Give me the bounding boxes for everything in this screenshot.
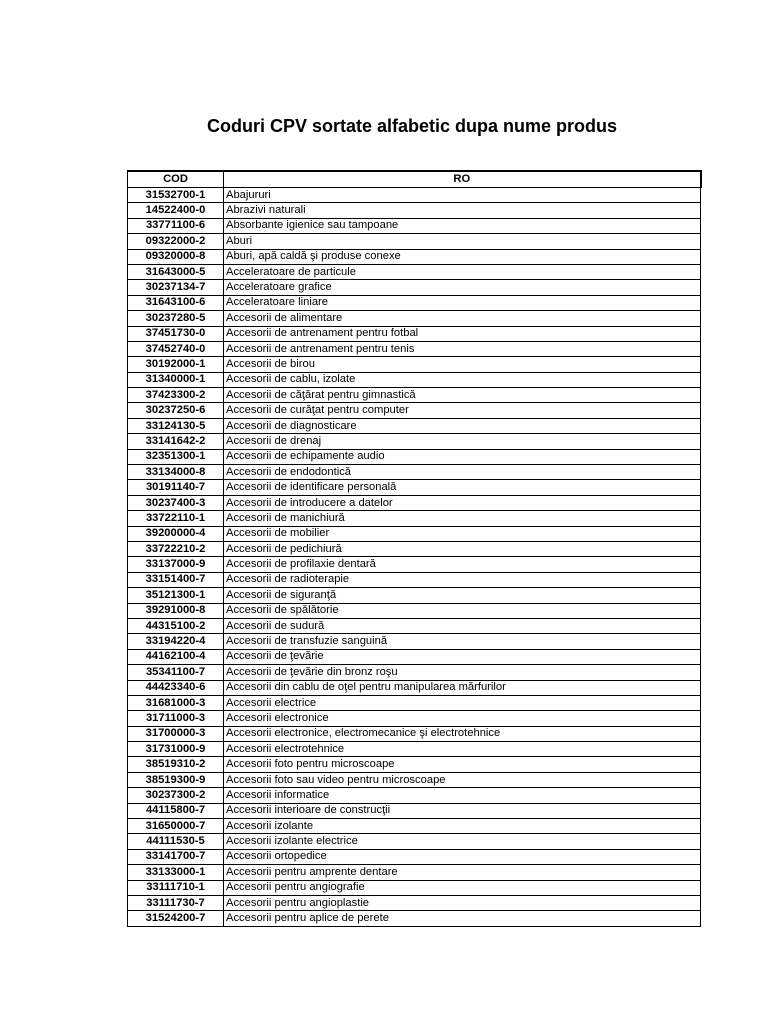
table-row: [128, 449, 701, 464]
cpv-code-cell: 31524200-7: [128, 911, 224, 926]
product-name-cell: Aburi: [224, 234, 701, 249]
table-row: [128, 357, 701, 372]
cpv-code-cell: 39291000-8: [128, 603, 224, 618]
product-name-cell: Accesorii de echipamente audio: [224, 449, 701, 464]
cpv-code-cell: 35341100-7: [128, 665, 224, 680]
table-row: [128, 341, 701, 356]
product-name-cell: Accesorii electronice, electromecanice şi electrotehnice: [224, 726, 701, 741]
product-name-cell: Accesorii pentru angiografie: [224, 880, 701, 895]
cpv-code-cell: 31532700-1: [128, 188, 224, 203]
cpv-code-cell: 31711000-3: [128, 711, 224, 726]
table-row: [128, 772, 701, 787]
table-row: [128, 480, 701, 495]
table-row: [128, 372, 701, 387]
product-name-cell: Accesorii de ţevărie: [224, 649, 701, 664]
product-name-cell: Accesorii de radioterapie: [224, 572, 701, 587]
cpv-code-cell: 33141700-7: [128, 849, 224, 864]
cpv-code-cell: 44115800-7: [128, 803, 224, 818]
table-row: [128, 680, 701, 695]
product-name-cell: Accesorii pentru amprente dentare: [224, 865, 701, 880]
table-row: [128, 280, 701, 295]
table-row: [128, 249, 701, 264]
table-row: [128, 541, 701, 556]
product-name-cell: Accesorii electrotehnice: [224, 742, 701, 757]
cpv-code-cell: 33133000-1: [128, 865, 224, 880]
cpv-code-cell: 44111530-5: [128, 834, 224, 849]
cpv-code-cell: 31681000-3: [128, 695, 224, 710]
table-row: [128, 618, 701, 633]
cpv-code-cell: 31643100-6: [128, 295, 224, 310]
product-name-cell: Accesorii de sudură: [224, 618, 701, 633]
product-name-cell: Accesorii pentru aplice de perete: [224, 911, 701, 926]
cpv-code-cell: 33194220-4: [128, 634, 224, 649]
product-name-cell: Accesorii interioare de construcţii: [224, 803, 701, 818]
table-row: [128, 572, 701, 587]
cpv-code-cell: 30237300-2: [128, 788, 224, 803]
table-row: [128, 634, 701, 649]
cpv-code-cell: 44315100-2: [128, 618, 224, 633]
table-row: [128, 326, 701, 341]
product-name-cell: Accesorii izolante electrice: [224, 834, 701, 849]
table-row: [128, 757, 701, 772]
table-row: [128, 234, 701, 249]
table-row: [128, 834, 701, 849]
cpv-code-cell: 30192000-1: [128, 357, 224, 372]
table-row: [128, 665, 701, 680]
product-name-cell: Absorbante igienice sau tampoane: [224, 218, 701, 233]
table-row: [128, 849, 701, 864]
table-row: [128, 557, 701, 572]
product-name-cell: Acceleratoare grafice: [224, 280, 701, 295]
product-name-cell: Accesorii informatice: [224, 788, 701, 803]
product-name-cell: Accesorii de introducere a datelor: [224, 495, 701, 510]
cpv-code-cell: 30237250-6: [128, 403, 224, 418]
product-name-cell: Accesorii foto pentru microscoape: [224, 757, 701, 772]
table-row: [128, 695, 701, 710]
product-name-cell: Accesorii de siguranţă: [224, 588, 701, 603]
table-body: [128, 188, 701, 927]
product-name-cell: Accesorii de identificare personală: [224, 480, 701, 495]
cpv-table: [127, 170, 702, 927]
table-row: [128, 465, 701, 480]
table-row: [128, 218, 701, 233]
cpv-code-cell: 09322000-2: [128, 234, 224, 249]
table-row: [128, 188, 701, 203]
table-header-row: [128, 171, 701, 188]
product-name-cell: Accesorii din cablu de oţel pentru manipularea mărfurilor: [224, 680, 701, 695]
table-row: [128, 711, 701, 726]
product-name-cell: Accesorii de diagnosticare: [224, 418, 701, 433]
product-name-cell: Accesorii de ţevărie din bronz roşu: [224, 665, 701, 680]
table-row: [128, 403, 701, 418]
table-row: [128, 803, 701, 818]
product-name-cell: Accesorii de endodontică: [224, 465, 701, 480]
table-row: [128, 865, 701, 880]
product-name-cell: Abrazivi naturali: [224, 203, 701, 218]
cpv-code-cell: 33722110-1: [128, 511, 224, 526]
cpv-code-cell: 38519310-2: [128, 757, 224, 772]
cpv-code-cell: 30237134-7: [128, 280, 224, 295]
product-name-cell: Accesorii de spălătorie: [224, 603, 701, 618]
table-row: [128, 742, 701, 757]
cpv-code-cell: 31700000-3: [128, 726, 224, 741]
cpv-code-cell: 33124130-5: [128, 418, 224, 433]
cpv-code-cell: 35121300-1: [128, 588, 224, 603]
table-row: [128, 726, 701, 741]
cpv-code-cell: 44423340-6: [128, 680, 224, 695]
product-name-cell: Accesorii de curăţat pentru computer: [224, 403, 701, 418]
product-name-cell: Abajururi: [224, 188, 701, 203]
table-row: [128, 388, 701, 403]
table-row: [128, 649, 701, 664]
table-row: [128, 603, 701, 618]
product-name-cell: Accesorii de transfuzie sanguină: [224, 634, 701, 649]
cpv-code-cell: 31643000-5: [128, 264, 224, 279]
product-name-cell: Accesorii de manichiură: [224, 511, 701, 526]
cpv-code-cell: 37423300-2: [128, 388, 224, 403]
cpv-code-cell: 30191140-7: [128, 480, 224, 495]
product-name-cell: Accesorii de drenaj: [224, 434, 701, 449]
table-row: [128, 434, 701, 449]
cpv-code-cell: 33722210-2: [128, 541, 224, 556]
table-row: [128, 588, 701, 603]
product-name-cell: Accesorii ortopedice: [224, 849, 701, 864]
cpv-code-cell: 30237280-5: [128, 311, 224, 326]
cpv-code-cell: 09320000-8: [128, 249, 224, 264]
product-name-cell: Accesorii de cablu, izolate: [224, 372, 701, 387]
table-row: [128, 911, 701, 926]
table-row: [128, 264, 701, 279]
table-row: [128, 526, 701, 541]
product-name-cell: Acceleratoare de particule: [224, 264, 701, 279]
cpv-code-cell: 33134000-8: [128, 465, 224, 480]
table-row: [128, 788, 701, 803]
cpv-code-cell: 14522400-0: [128, 203, 224, 218]
product-name-cell: Accesorii de profilaxie dentară: [224, 557, 701, 572]
column-header-cod: COD: [128, 171, 224, 188]
cpv-code-cell: 30237400-3: [128, 495, 224, 510]
product-name-cell: Accesorii de birou: [224, 357, 701, 372]
cpv-code-cell: 33771100-6: [128, 218, 224, 233]
product-name-cell: Accesorii de antrenament pentru fotbal: [224, 326, 701, 341]
product-name-cell: Accesorii pentru angioplastie: [224, 895, 701, 910]
table-row: [128, 418, 701, 433]
cpv-code-cell: 31340000-1: [128, 372, 224, 387]
product-name-cell: Accesorii foto sau video pentru microscoape: [224, 772, 701, 787]
product-name-cell: Aburi, apă caldă şi produse conexe: [224, 249, 701, 264]
cpv-code-cell: 32351300-1: [128, 449, 224, 464]
product-name-cell: Accesorii de căţărat pentru gimnastică: [224, 388, 701, 403]
cpv-code-cell: 33151400-7: [128, 572, 224, 587]
product-name-cell: Accesorii de mobilier: [224, 526, 701, 541]
product-name-cell: Accesorii de antrenament pentru tenis: [224, 341, 701, 356]
cpv-code-cell: 31731000-9: [128, 742, 224, 757]
cpv-code-cell: 33137000-9: [128, 557, 224, 572]
table-row: [128, 295, 701, 310]
table-row: [128, 311, 701, 326]
product-name-cell: Accesorii electronice: [224, 711, 701, 726]
table-row: [128, 511, 701, 526]
product-name-cell: Accesorii de pedichiură: [224, 541, 701, 556]
product-name-cell: Accesorii izolante: [224, 819, 701, 834]
cpv-code-cell: 37451730-0: [128, 326, 224, 341]
cpv-code-cell: 31650000-7: [128, 819, 224, 834]
product-name-cell: Accesorii de alimentare: [224, 311, 701, 326]
cpv-code-cell: 39200000-4: [128, 526, 224, 541]
cpv-code-cell: 38519300-9: [128, 772, 224, 787]
table-row: [128, 495, 701, 510]
page-title: Coduri CPV sortate alfabetic dupa nume produs: [206, 116, 618, 136]
product-name-cell: Accesorii electrice: [224, 695, 701, 710]
cpv-code-cell: 33111710-1: [128, 880, 224, 895]
cpv-code-cell: 33141642-2: [128, 434, 224, 449]
column-header-ro: RO: [224, 171, 701, 188]
table-row: [128, 819, 701, 834]
product-name-cell: Acceleratoare liniare: [224, 295, 701, 310]
cpv-code-cell: 44162100-4: [128, 649, 224, 664]
table-row: [128, 895, 701, 910]
cpv-code-cell: 37452740-0: [128, 341, 224, 356]
table-row: [128, 880, 701, 895]
table-row: [128, 203, 701, 218]
cpv-code-cell: 33111730-7: [128, 895, 224, 910]
